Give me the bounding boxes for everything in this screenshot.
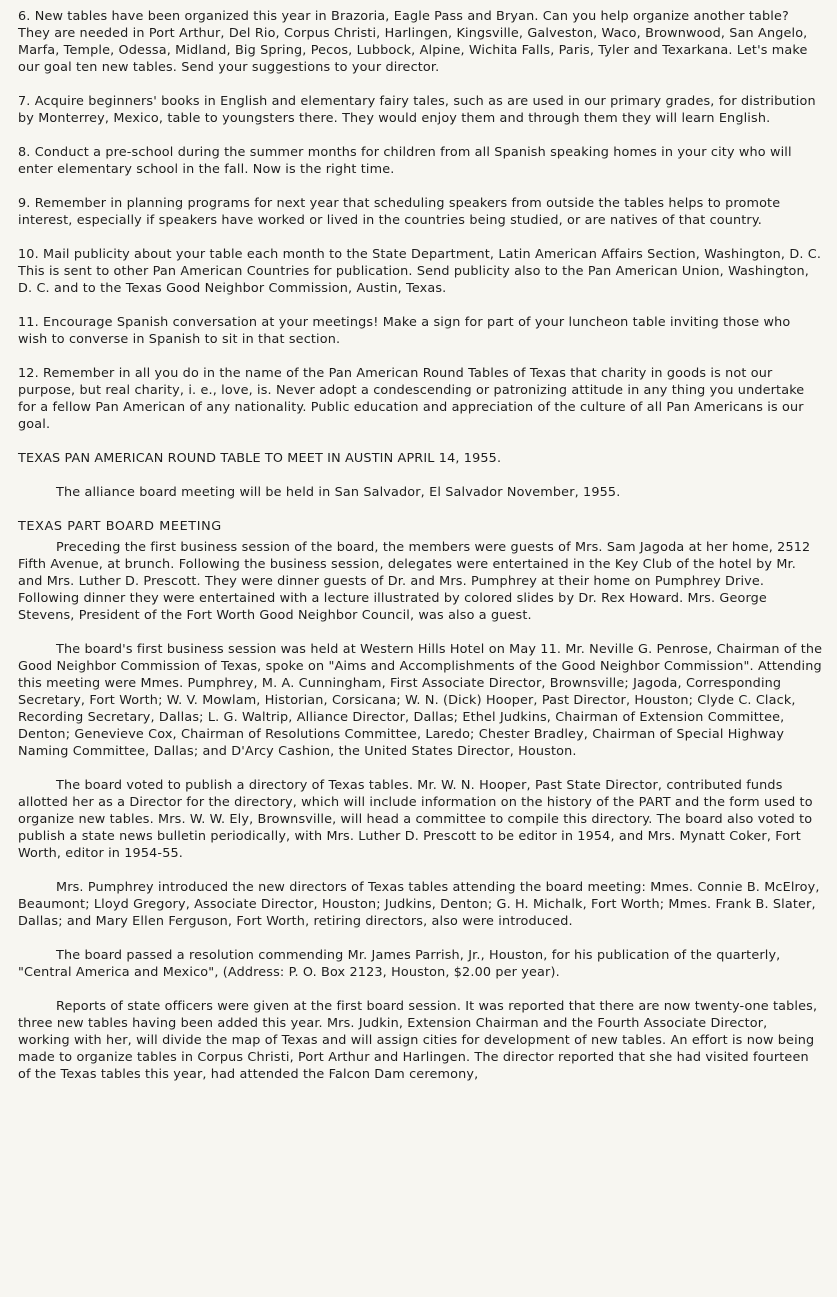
item-12: 12. Remember in all you do in the name of the Pan American Round Tables of Texas that charity in goods is not our purpose, but real charity, i. e., love, is. Never adopt a condescending or patronizing attitude in any thing you undertake for a fellow Pan American of any nationality. Public education and appreciation of the culture of all Pan Americans is our goal. bbox=[18, 366, 805, 432]
item-6: 6. New tables have been organized this year in Brazoria, Eagle Pass and Bryan. Can you help organize another table? They are needed in Port Arthur, Del Rio, Corpus Christi, Harlingen, Kingsville, Galveston, Waco, Brownwood, San Angelo, Marfa, Temple, Odessa, Midland, Big Spring, Pecos, Lubbock, Alpine, Wichita Falls, Paris, Tyler and Texarkana. Let's make our goal ten new tables. Send your suggestions to your director. bbox=[18, 9, 808, 75]
austin-meeting-heading: TEXAS PAN AMERICAN ROUND TABLE TO MEET IN AUSTIN APRIL 14, 1955. bbox=[18, 451, 502, 466]
board-paragraph-5: The board passed a resolution commending Mr. James Parrish, Jr., Houston, for his publication of the quarterly, "Central America and Mexico", (Address: P. O. Box 2123, Houston, $2.00 per year). bbox=[18, 948, 781, 980]
alliance-meeting-note: The alliance board meeting will be held in San Salvador, El Salvador November, 1955. bbox=[56, 485, 621, 500]
item-8: 8. Conduct a pre-school during the summer months for children from all Spanish speaking homes in your city who will enter elementary school in the fall. Now is the right time. bbox=[18, 145, 792, 177]
item-7: 7. Acquire beginners' books in English and elementary fairy tales, such as are used in our primary grades, for distribution by Monterrey, Mexico, table to youngsters there. They would enjoy them and through them they will learn English. bbox=[18, 94, 816, 126]
item-9: 9. Remember in planning programs for next year that scheduling speakers from outside the tables helps to promote interest, especially if speakers have worked or lived in the countries being studied, or are natives of that country. bbox=[18, 196, 781, 228]
board-paragraph-4: Mrs. Pumphrey introduced the new directors of Texas tables attending the board meeting: Mmes. Connie B. McElroy, Beaumont; Lloyd Gregory, Associate Director, Houston; Judkins, Denton; G. H. Michalk, Fort Worth; Mmes. Frank B. Slater, Dallas; and Mary Ellen Ferguson, Fort Worth, retiring directors, also were introduced. bbox=[18, 880, 820, 929]
item-11: 11. Encourage Spanish conversation at your meetings! Make a sign for part of your luncheon table inviting those who wish to converse in Spanish to sit in that section. bbox=[18, 315, 791, 347]
item-10: 10. Mail publicity about your table each month to the State Department, Latin American Affairs Section, Washington, D. C. This is sent to other Pan American Countries for publication. Send publicity also to the Pan American Union, Washington, D. C. and to the Texas Good Neighbor Commission, Austin, Texas. bbox=[18, 247, 822, 296]
board-paragraph-3: The board voted to publish a directory of Texas tables. Mr. W. N. Hooper, Past State Director, contributed funds allotted her as a Director for the directory, which will include information on the history of the PART and the form used to organize new tables. Mrs. W. W. Ely, Brownsville, will head a committee to compile this directory. The board also voted to publish a state news bulletin periodically, with Mrs. Luther D. Prescott to be editor in 1954, and Mrs. Mynatt Coker, Fort Worth, editor in 1954-55. bbox=[18, 778, 813, 861]
board-paragraph-1: Preceding the first business session of the board, the members were guests of Mrs. Sam Jagoda at her home, 2512 Fifth Avenue, at brunch. Following the business session, delegates were entertained in the Key Club of the hotel by Mr. and Mrs. Luther D. Prescott. They were dinner guests of Dr. and Mrs. Pumphrey at their home on Pumphrey Drive. Following dinner they were entertained with a lecture illustrated by colored slides by Dr. Rex Howard. Mrs. George Stevens, President of the Fort Worth Good Neighbor Council, was also a guest. bbox=[18, 540, 811, 623]
board-paragraph-2: The board's first business session was held at Western Hills Hotel on May 11. Mr. Neville G. Penrose, Chairman of the Good Neighbor Commission of Texas, spoke on "Aims and Accomplishments of the Good Neighbor Commission". Attending this meeting were Mmes. Pumphrey, M. A. Cunningham, First Associate Director, Brownsville; Jagoda, Corresponding Secretary, Fort Worth; W. V. Mowlam, Historian, Corsicana; W. N. (Dick) Hooper, Past Director, Houston; Clyde C. Clack, Recording Secretary, Dallas; L. G. Waltrip, Alliance Director, Dallas; Ethel Judkins, Chairman of Extension Committee, Denton; Genevieve Cox, Chairman of Resolutions Committee, Laredo; Chester Bradley, Chairman of Special Highway Naming Committee, Dallas; and D'Arcy Cashion, the United States Director, Houston. bbox=[18, 642, 823, 759]
board-paragraph-6: Reports of state officers were given at the first board session. It was reported that there are now twenty-one tables, three new tables having been added this year. Mrs. Judkin, Extension Chairman and the Fourth Associate Director, working with her, will divide the map of Texas and will assign cities for development of new tables. An effort is now being made to organize tables in Corpus Christi, Port Arthur and Harlingen. The director reported that she had visited fourteen of the Texas tables this year, had attended the Falcon Dam ceremony, bbox=[18, 999, 818, 1082]
board-meeting-heading: TEXAS PART BOARD MEETING bbox=[18, 519, 222, 534]
